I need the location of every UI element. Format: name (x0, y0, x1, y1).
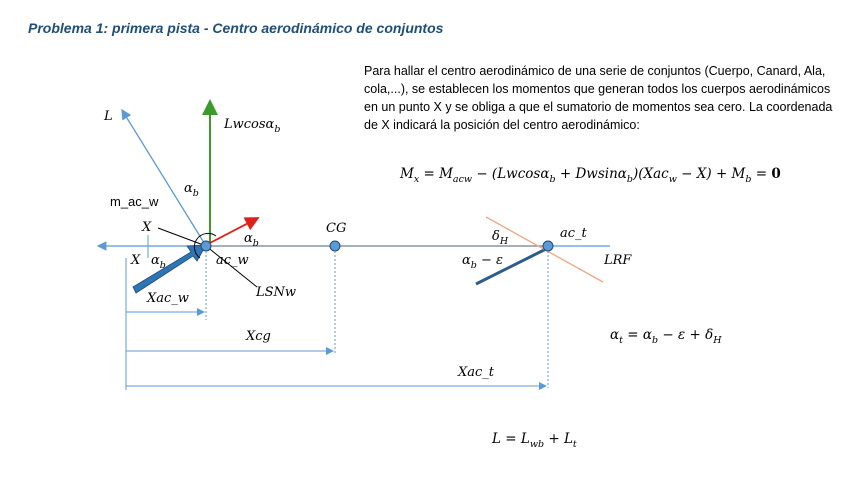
label-m-ac-w: m_ac_w (110, 194, 159, 209)
label-xac-w: Xac_w (147, 291, 189, 306)
label-alpha-minus-epsilon: $\alpha_b - \varepsilon$ (462, 253, 504, 271)
label-L: L (104, 109, 113, 124)
ac-t-point (543, 241, 553, 251)
label-LSNw: LSNw (256, 285, 297, 300)
alpha-t-equation: $\alpha_t = \alpha_b - \varepsilon + \delta_H$ (610, 327, 722, 346)
label-X-upper: X (142, 220, 152, 235)
explanation-paragraph: Para hallar el centro aerodinámico de una serie de conjuntos (Cuerpo, Canard, Ala, cola,...), se establecen los momentos que generan todos los cuerpos aerodinámicos en un punto X y se obliga a que el sumatorio de momentos sea cero. La coordenada de X indicará la posición del centro aerodinámico: (364, 64, 833, 132)
label-lwcos: Lwcosα$_b$ (224, 117, 281, 135)
label-alpha-b-top: $\alpha_b$ (184, 181, 199, 199)
label-LRF: LRF (604, 253, 632, 268)
moment-equation: $M_x = M_{acw} - (Lwcos\alpha_b + Dwsin\alpha_b)(Xac_w - X) + M_b = 0$ (400, 166, 781, 185)
label-ac-w: ac_w (216, 253, 249, 268)
label-X-lower: X (131, 253, 141, 268)
label-xcg: Xcg (246, 329, 271, 344)
ac-w-point (201, 241, 211, 251)
cg-point (330, 241, 340, 251)
lift-vector (122, 110, 206, 246)
label-xac-t: Xac_t (458, 365, 495, 380)
label-alpha-b-red: $\alpha_b$ (244, 231, 259, 249)
lift-equation: $L = L_{wb} + L_t$ (492, 431, 577, 450)
label-delta-h: $\delta_H$ (492, 229, 509, 247)
label-ac-t: ac_t (560, 226, 587, 241)
label-alpha-b-flow: $\alpha_b$ (151, 253, 166, 271)
label-CG: CG (326, 221, 347, 236)
page-title: Problema 1: primera pista - Centro aerodinámico de conjuntos (28, 20, 444, 36)
